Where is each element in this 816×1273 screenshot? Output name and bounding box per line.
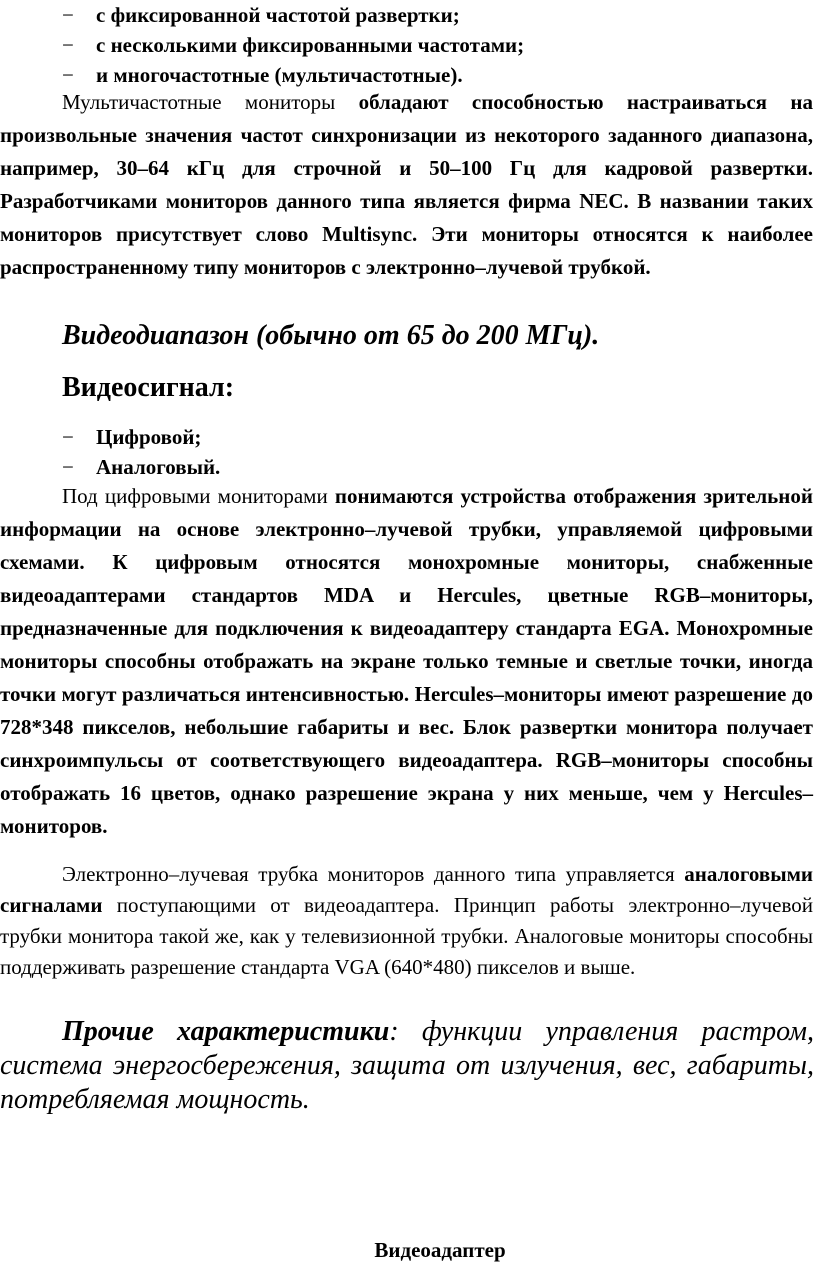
list-item: − с фиксированной частотой развертки;: [0, 0, 816, 30]
list-item: − и многочастотные (мультичастотные).: [0, 60, 816, 90]
other-characteristics-paragraph: Прочие характеристики: функции управления растром, система энергосбережения, защита от излучения, вес, габариты, потребляемая мощность.: [0, 1016, 814, 1115]
list-marker: −: [62, 455, 74, 479]
list-item: − Цифровой;: [0, 422, 816, 452]
video-signal-heading: Видеосигнал:: [62, 372, 235, 403]
digital-monitors-paragraph: Под цифровыми мониторами понимаются устройства отображения зрительной информации на основе электронно–лучевой трубки, управляемой цифровыми схемами. К цифровым относятся монохромные мониторы, снабженные видеоадаптерами стандартов MDA и Hercules, цветные RGB–мониторы, предназначенные для подключения к видеоадаптеру стандарта EGA. Монохромные мониторы способны отображать на экране только темные и светлые точки, иногда точки могут различаться интенсивностью. Hercules–мониторы имеют разрешение до 728*348 пикселов, небольшие габариты и вес. Блок развертки монитора получает синхроимпульсы от соответствующего видеоадаптера. RGB–мониторы способны отображать 16 цветов, однако разрешение экрана у них меньше, чем у Hercules–мониторов.: [0, 484, 813, 838]
list-marker: −: [62, 33, 74, 57]
list-item: − с несколькими фиксированными частотами;: [0, 30, 816, 60]
analog-monitors-paragraph: Электронно–лучевая трубка мониторов данного типа управляется аналоговыми сигналами поступающими от видеоадаптера. Принцип работы электронно–лучевой трубки монитора такой же, как у телевизионной трубки. Аналоговые мониторы способны поддерживать разрешение стандарта VGA (640*480) пикселов и выше.: [0, 862, 813, 979]
video-range-heading: Видеодиапазон (обычно от 65 до 200 МГц).: [62, 320, 600, 351]
list-marker: −: [62, 3, 74, 27]
other-characteristics-label: Прочие характеристики: [62, 1016, 390, 1047]
list-marker: −: [62, 425, 74, 449]
list-item: − Аналоговый.: [0, 452, 816, 482]
scan-frequency-list: [0, 0, 816, 90]
multisync-paragraph: Мультичастотные мониторы обладают способностью настраиваться на произвольные значения частот синхронизации из некоторого заданного диапазона, например, 30–64 кГц для строчной и 50–100 Гц для кадровой развертки. Разработчиками мониторов данного типа является фирма NEC. В названии таких мониторов присутствует слово Multisync. Эти мониторы относятся к наиболее распространенному типу мониторов с электронно–лучевой трубкой.: [0, 90, 813, 279]
list-marker: −: [62, 63, 74, 87]
section-title: Видеоадаптер: [374, 1238, 506, 1262]
signal-type-list: [0, 422, 816, 482]
